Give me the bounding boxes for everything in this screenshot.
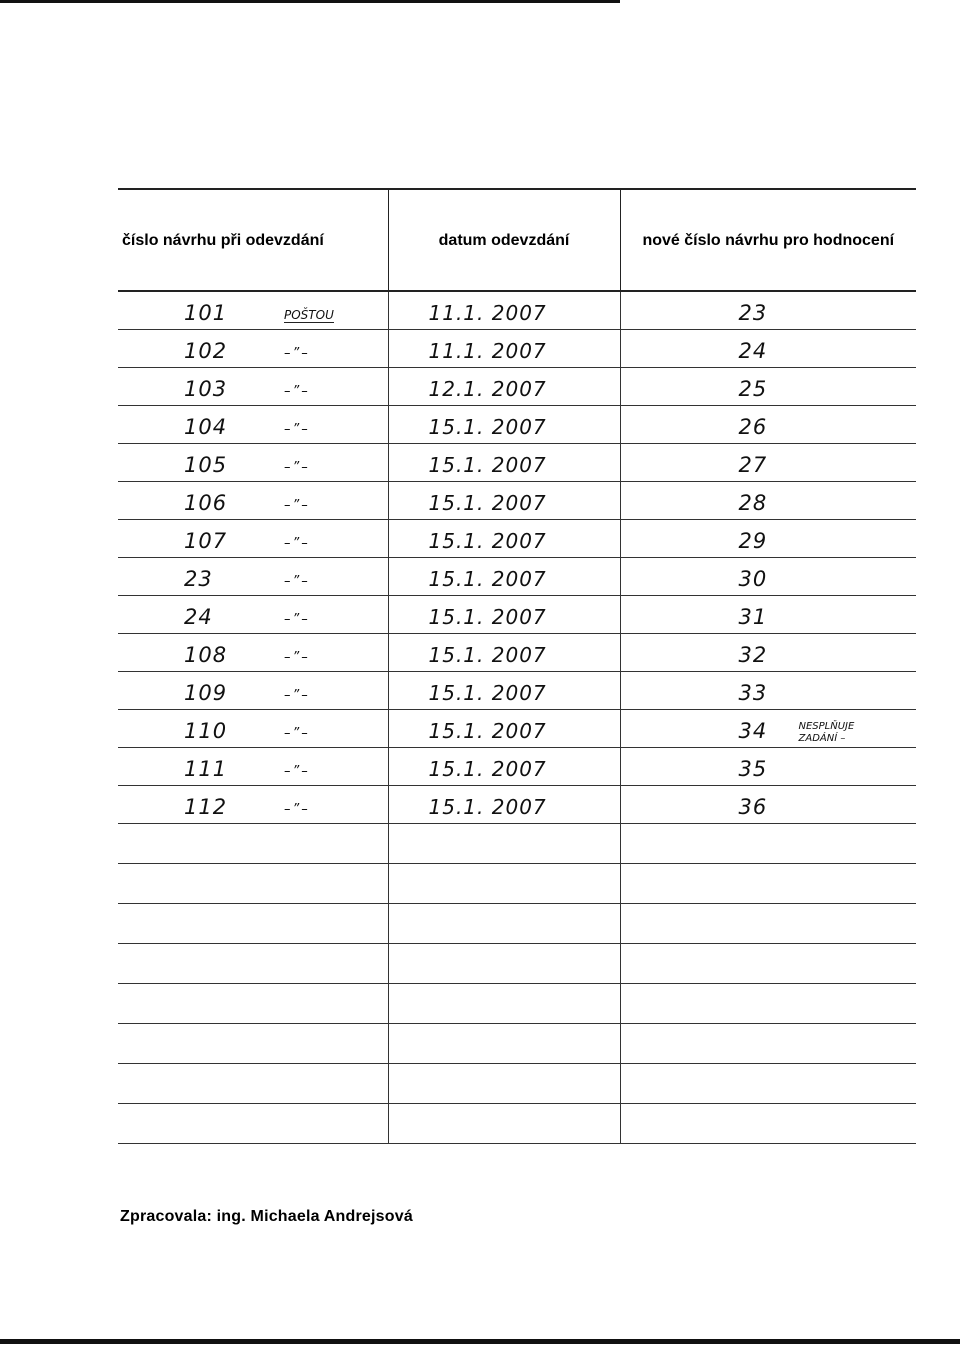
cell-new-number	[620, 710, 916, 748]
cell-new-number	[620, 634, 916, 672]
cell-submission-number	[118, 444, 388, 482]
submission-note: POŠTOU	[284, 308, 334, 322]
table-row	[118, 748, 916, 786]
cell-new-number	[620, 406, 916, 444]
empty-cell	[118, 824, 388, 864]
empty-table-row	[118, 944, 916, 984]
cell-submission-date	[388, 520, 620, 558]
cell-submission-number	[118, 291, 388, 330]
cell-submission-number	[118, 558, 388, 596]
new-number: 36	[738, 795, 768, 819]
cell-new-number	[620, 482, 916, 520]
cell-new-number	[620, 368, 916, 406]
new-number: 35	[738, 757, 768, 781]
submission-note: –”–	[284, 536, 310, 551]
cell-submission-date	[388, 596, 620, 634]
cell-submission-date	[388, 748, 620, 786]
submission-number: 101	[184, 301, 228, 325]
empty-table-row	[118, 984, 916, 1024]
table-body	[118, 291, 916, 1144]
new-number: 32	[738, 643, 768, 667]
new-number: 23	[738, 301, 768, 325]
submission-number: 109	[184, 681, 228, 705]
cell-submission-date	[388, 482, 620, 520]
table-row	[118, 710, 916, 748]
submission-date: 15.1. 2007	[428, 681, 547, 705]
table-row	[118, 291, 916, 330]
empty-cell	[620, 984, 916, 1024]
new-number: 29	[738, 529, 768, 553]
submission-table-wrapper	[118, 188, 916, 1188]
cell-submission-number	[118, 406, 388, 444]
cell-new-number	[620, 291, 916, 330]
new-number: 31	[738, 605, 768, 629]
submission-note: –”–	[284, 498, 310, 513]
cell-submission-number	[118, 634, 388, 672]
empty-cell	[388, 944, 620, 984]
cell-submission-date	[388, 291, 620, 330]
empty-cell	[118, 944, 388, 984]
empty-cell	[388, 984, 620, 1024]
empty-cell	[118, 864, 388, 904]
prepared-by: Zpracovala: ing. Michaela Andrejsová	[120, 1208, 413, 1225]
cell-submission-date	[388, 786, 620, 824]
cell-submission-date	[388, 406, 620, 444]
header-new-number: nové číslo návrhu pro hodnocení	[620, 189, 916, 291]
submission-note: –”–	[284, 802, 310, 817]
remark-note: NESPLŇUJE ZADÁNÍ –	[798, 721, 855, 744]
cell-submission-number	[118, 368, 388, 406]
submission-date: 15.1. 2007	[428, 453, 547, 477]
empty-cell	[620, 944, 916, 984]
submission-number: 105	[184, 453, 228, 477]
submission-note: –”–	[284, 612, 310, 627]
submission-note: –”–	[284, 574, 310, 589]
submission-table	[118, 188, 916, 1144]
empty-cell	[118, 1064, 388, 1104]
submission-date: 15.1. 2007	[428, 567, 547, 591]
submission-number: 110	[184, 719, 228, 743]
table-row	[118, 368, 916, 406]
empty-table-row	[118, 904, 916, 944]
cell-submission-date	[388, 672, 620, 710]
new-number: 28	[738, 491, 768, 515]
new-number: 34	[738, 719, 768, 743]
submission-note: –”–	[284, 726, 310, 741]
new-number: 33	[738, 681, 768, 705]
cell-new-number	[620, 786, 916, 824]
submission-number: 23	[184, 567, 213, 591]
submission-date: 15.1. 2007	[428, 529, 547, 553]
empty-cell	[118, 1024, 388, 1064]
empty-cell	[388, 864, 620, 904]
submission-date: 11.1. 2007	[428, 301, 547, 325]
empty-cell	[620, 1104, 916, 1144]
submission-note: –”–	[284, 346, 310, 361]
submission-number: 106	[184, 491, 228, 515]
new-number: 24	[738, 339, 768, 363]
cell-submission-number	[118, 748, 388, 786]
cell-submission-number	[118, 520, 388, 558]
cell-new-number	[620, 444, 916, 482]
scan-edge-bottom	[0, 1339, 960, 1344]
table-row	[118, 444, 916, 482]
new-number: 27	[738, 453, 768, 477]
empty-cell	[388, 904, 620, 944]
submission-number: 104	[184, 415, 228, 439]
table-row	[118, 672, 916, 710]
table-row	[118, 786, 916, 824]
empty-table-row	[118, 864, 916, 904]
submission-date: 15.1. 2007	[428, 605, 547, 629]
submission-note: –”–	[284, 688, 310, 703]
submission-date: 12.1. 2007	[428, 377, 547, 401]
cell-new-number	[620, 672, 916, 710]
submission-note: –”–	[284, 422, 310, 437]
table-row	[118, 558, 916, 596]
submission-number: 107	[184, 529, 228, 553]
table-row	[118, 330, 916, 368]
empty-cell	[620, 824, 916, 864]
table-row	[118, 406, 916, 444]
empty-cell	[388, 1064, 620, 1104]
submission-date: 15.1. 2007	[428, 415, 547, 439]
cell-submission-date	[388, 444, 620, 482]
new-number: 30	[738, 567, 768, 591]
table-row	[118, 482, 916, 520]
empty-cell	[620, 1064, 916, 1104]
table-row	[118, 596, 916, 634]
empty-cell	[118, 984, 388, 1024]
empty-cell	[620, 864, 916, 904]
cell-submission-number	[118, 672, 388, 710]
cell-submission-date	[388, 330, 620, 368]
cell-submission-date	[388, 634, 620, 672]
cell-submission-number	[118, 596, 388, 634]
new-number: 26	[738, 415, 768, 439]
empty-table-row	[118, 1104, 916, 1144]
submission-number: 108	[184, 643, 228, 667]
submission-date: 11.1. 2007	[428, 339, 547, 363]
header-submission-date: datum odevzdání	[388, 189, 620, 291]
scan-edge-top	[0, 0, 620, 3]
cell-new-number	[620, 330, 916, 368]
cell-submission-number	[118, 710, 388, 748]
cell-new-number	[620, 596, 916, 634]
submission-note: –”–	[284, 764, 310, 779]
empty-cell	[620, 904, 916, 944]
empty-cell	[118, 904, 388, 944]
submission-date: 15.1. 2007	[428, 643, 547, 667]
empty-cell	[620, 1024, 916, 1064]
submission-note: –”–	[284, 460, 310, 475]
empty-cell	[388, 824, 620, 864]
table-header-row	[118, 189, 916, 291]
header-submission-number: číslo návrhu při odevzdání	[118, 189, 388, 291]
new-number: 25	[738, 377, 768, 401]
table-row	[118, 520, 916, 558]
empty-table-row	[118, 824, 916, 864]
cell-new-number	[620, 748, 916, 786]
submission-note: –”–	[284, 384, 310, 399]
submission-number: 103	[184, 377, 228, 401]
submission-number: 112	[184, 795, 228, 819]
submission-number: 102	[184, 339, 228, 363]
empty-cell	[118, 1104, 388, 1144]
submission-date: 15.1. 2007	[428, 719, 547, 743]
cell-submission-number	[118, 786, 388, 824]
empty-table-row	[118, 1064, 916, 1104]
empty-table-row	[118, 1024, 916, 1064]
cell-new-number	[620, 520, 916, 558]
cell-submission-date	[388, 368, 620, 406]
empty-cell	[388, 1024, 620, 1064]
submission-date: 15.1. 2007	[428, 795, 547, 819]
cell-submission-date	[388, 558, 620, 596]
submission-number: 24	[184, 605, 213, 629]
submission-date: 15.1. 2007	[428, 491, 547, 515]
cell-submission-date	[388, 710, 620, 748]
table-row	[118, 634, 916, 672]
submission-number: 111	[184, 757, 228, 781]
cell-submission-number	[118, 482, 388, 520]
cell-submission-number	[118, 330, 388, 368]
cell-new-number	[620, 558, 916, 596]
submission-note: –”–	[284, 650, 310, 665]
empty-cell	[388, 1104, 620, 1144]
submission-date: 15.1. 2007	[428, 757, 547, 781]
